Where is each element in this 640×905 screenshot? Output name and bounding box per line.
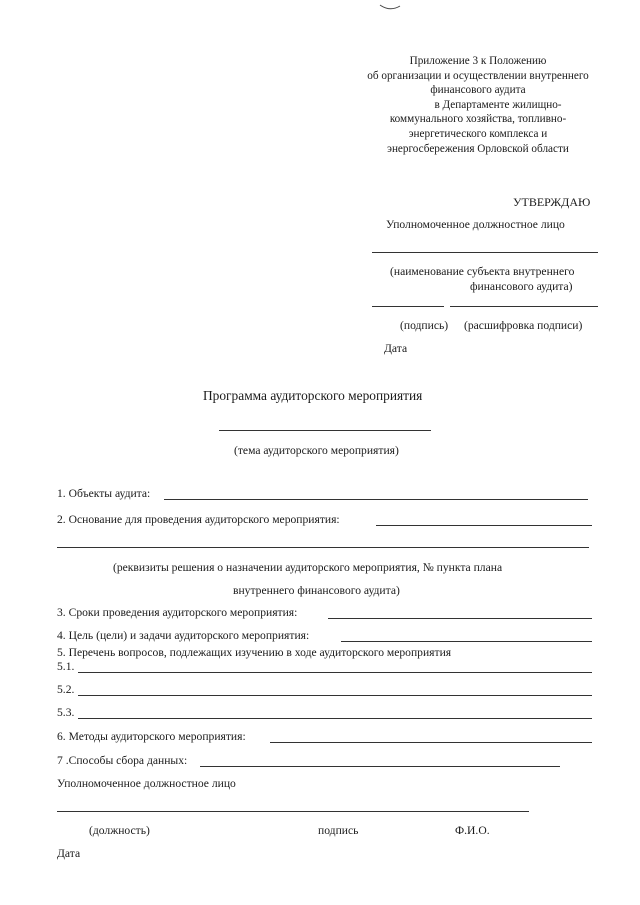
methods-line	[270, 742, 592, 743]
appendix-line: об организации и осуществлении внутреннего	[367, 69, 589, 82]
question-number: 5.1.	[57, 660, 75, 673]
footer-date: Дата	[57, 847, 81, 860]
question-line	[78, 695, 592, 696]
name-hint: Ф.И.О.	[455, 824, 490, 837]
basis-line	[57, 547, 589, 548]
approval-title: УТВЕРЖДАЮ	[513, 195, 591, 209]
item-methods-label: 6. Методы аудиторского мероприятия:	[57, 730, 246, 743]
position-hint: (должность)	[89, 824, 150, 837]
appendix-block	[350, 54, 606, 156]
approval-official: Уполномоченное должностное лицо	[386, 218, 565, 231]
program-title: Программа аудиторского мероприятия	[203, 388, 423, 403]
subject-hint: финансового аудита)	[470, 280, 573, 293]
question-line	[78, 718, 592, 719]
signature-line	[372, 306, 444, 307]
footer-signature-line	[57, 811, 529, 812]
basis-hint: внутреннего финансового аудита)	[233, 584, 400, 597]
terms-line	[328, 618, 592, 619]
item-terms-label: 3. Сроки проведения аудиторского мероприятия:	[57, 606, 298, 619]
appendix-line: Приложение 3 к Положению	[409, 55, 547, 67]
collection-line	[200, 766, 560, 767]
appendix-line: коммунального хозяйства, топливно-	[389, 113, 567, 126]
decode-hint: (расшифровка подписи)	[464, 319, 583, 332]
item-goal-label: 4. Цель (цели) и задачи аудиторского мероприятия:	[57, 629, 310, 642]
question-line	[78, 672, 592, 673]
scan-mark	[378, 2, 402, 12]
decode-line	[450, 306, 598, 307]
appendix-line: в Департаменте жилищно-	[434, 98, 562, 111]
item-objects-label: 1. Объекты аудита:	[57, 487, 151, 500]
item-questions-label: 5. Перечень вопросов, подлежащих изучению в ходе аудиторского мероприятия	[57, 646, 452, 659]
subject-hint: (наименование субъекта внутреннего	[390, 265, 575, 278]
appendix-line: энергетического комплекса и	[408, 127, 548, 140]
question-number: 5.3.	[57, 706, 75, 719]
signature-hint: подпись	[318, 824, 359, 837]
signature-hint: (подпись)	[400, 319, 449, 332]
footer-official: Уполномоченное должностное лицо	[57, 777, 236, 790]
topic-hint: (тема аудиторского мероприятия)	[234, 444, 399, 457]
topic-line	[219, 430, 431, 431]
objects-line	[164, 499, 588, 500]
subject-line	[372, 252, 598, 253]
question-number: 5.2.	[57, 683, 75, 696]
basis-hint: (реквизиты решения о назначении аудиторского мероприятия, № пункта плана	[113, 561, 503, 574]
approval-date: Дата	[384, 342, 408, 355]
item-basis-label: 2. Основание для проведения аудиторского мероприятия:	[57, 513, 340, 526]
appendix-line: финансового аудита	[430, 84, 526, 97]
basis-line	[376, 525, 592, 526]
item-collection-label: 7 .Способы сбора данных:	[57, 754, 188, 767]
goal-line	[341, 641, 592, 642]
appendix-line: энергосбережения Орловской области	[387, 142, 569, 155]
